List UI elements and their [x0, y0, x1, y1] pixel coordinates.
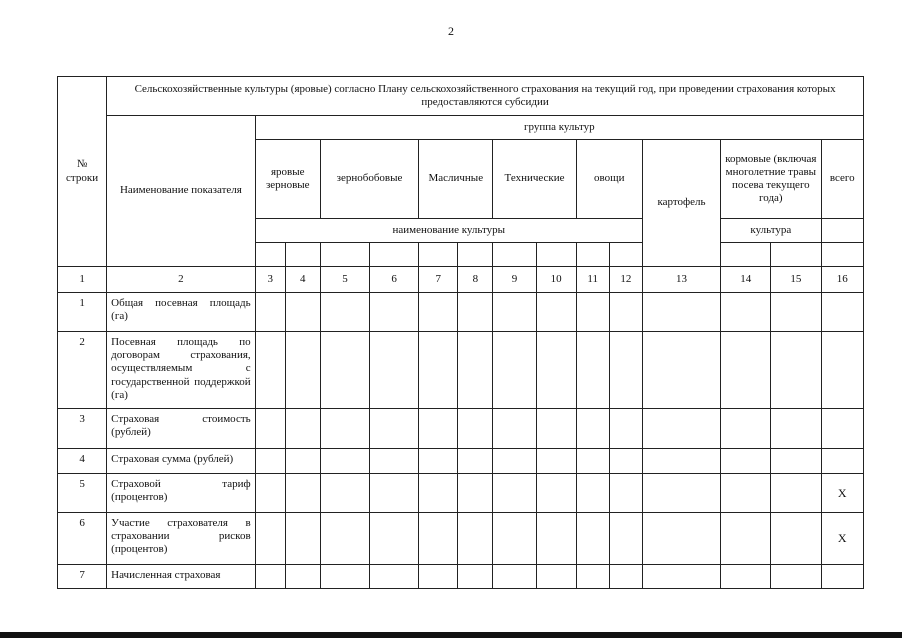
column-number: 5 — [320, 267, 369, 293]
crop-header: культура — [721, 219, 821, 243]
group-oilseeds: Масличные — [419, 140, 493, 219]
empty-cell — [576, 243, 609, 267]
input-cell[interactable] — [255, 513, 285, 565]
input-cell[interactable] — [642, 332, 720, 409]
row-number-header: № строки — [58, 77, 107, 267]
column-number: 12 — [609, 267, 642, 293]
column-number: 7 — [419, 267, 458, 293]
input-cell[interactable] — [419, 474, 458, 513]
column-number: 14 — [721, 267, 771, 293]
input-cell[interactable] — [721, 513, 771, 565]
input-cell[interactable] — [721, 293, 771, 332]
input-cell[interactable] — [576, 449, 609, 474]
input-cell[interactable] — [320, 474, 369, 513]
input-cell[interactable] — [536, 474, 576, 513]
column-number: 9 — [493, 267, 536, 293]
empty-cell — [493, 243, 536, 267]
column-number: 6 — [370, 267, 419, 293]
input-cell[interactable] — [576, 293, 609, 332]
crops-title-header: Сельскохозяйственные культуры (яровые) согласно Плану сельскохозяйственного страхования на текущий год, при проведении страхования которых предоставляются субсидии — [107, 77, 864, 116]
input-cell[interactable] — [320, 513, 369, 565]
empty-cell — [609, 243, 642, 267]
input-cell[interactable] — [642, 513, 720, 565]
input-cell[interactable] — [370, 565, 419, 589]
input-cell[interactable] — [285, 293, 320, 332]
input-cell[interactable] — [255, 449, 285, 474]
row-number: 2 — [58, 332, 107, 409]
scan-bottom-edge — [0, 632, 902, 638]
input-cell[interactable] — [536, 449, 576, 474]
input-cell[interactable] — [458, 332, 493, 409]
input-cell[interactable] — [771, 293, 821, 332]
input-cell[interactable] — [576, 565, 609, 589]
input-cell[interactable] — [419, 449, 458, 474]
empty-cell — [370, 243, 419, 267]
input-cell[interactable] — [609, 474, 642, 513]
input-cell[interactable] — [493, 513, 536, 565]
total-cell[interactable] — [821, 409, 864, 449]
input-cell[interactable] — [255, 474, 285, 513]
column-number: 2 — [107, 267, 256, 293]
input-cell[interactable] — [609, 565, 642, 589]
empty-cell — [821, 243, 864, 267]
indicator-name-header: Наименование показателя — [107, 116, 256, 267]
input-cell[interactable] — [609, 293, 642, 332]
input-cell[interactable] — [419, 409, 458, 449]
input-cell[interactable] — [609, 332, 642, 409]
input-cell[interactable] — [642, 449, 720, 474]
input-cell[interactable] — [493, 409, 536, 449]
input-cell[interactable] — [370, 293, 419, 332]
input-cell[interactable] — [771, 409, 821, 449]
group-vegetables: овощи — [576, 140, 642, 219]
table-row — [58, 565, 864, 589]
indicator-name: Страховой тариф (процентов) — [107, 474, 256, 513]
input-cell[interactable] — [771, 474, 821, 513]
input-cell[interactable] — [255, 332, 285, 409]
group-technical: Технические — [493, 140, 576, 219]
row-number: 5 — [58, 474, 107, 513]
total-cell[interactable] — [821, 565, 864, 589]
input-cell[interactable] — [493, 293, 536, 332]
row-number: 6 — [58, 513, 107, 565]
table-row — [58, 513, 864, 565]
input-cell[interactable] — [771, 449, 821, 474]
empty-cell — [419, 243, 458, 267]
input-cell[interactable] — [642, 293, 720, 332]
page-number: 2 — [448, 24, 454, 38]
input-cell[interactable] — [609, 513, 642, 565]
empty-cell — [458, 243, 493, 267]
subsidy-form-table — [57, 76, 864, 589]
column-number: 4 — [285, 267, 320, 293]
input-cell[interactable] — [536, 409, 576, 449]
input-cell[interactable] — [285, 513, 320, 565]
group-total: всего — [821, 140, 864, 219]
input-cell[interactable] — [419, 293, 458, 332]
input-cell[interactable] — [458, 565, 493, 589]
input-cell[interactable] — [609, 449, 642, 474]
table-row — [58, 409, 864, 449]
input-cell[interactable] — [536, 332, 576, 409]
input-cell[interactable] — [285, 565, 320, 589]
input-cell[interactable] — [576, 409, 609, 449]
input-cell[interactable] — [285, 332, 320, 409]
indicator-name: Страховая стоимость (рублей) — [107, 409, 256, 449]
empty-cell — [721, 243, 771, 267]
input-cell[interactable] — [642, 565, 720, 589]
column-numbers-row — [58, 267, 864, 293]
table-row — [58, 474, 864, 513]
column-number: 15 — [771, 267, 821, 293]
total-cell[interactable] — [821, 332, 864, 409]
input-cell[interactable] — [255, 293, 285, 332]
input-cell[interactable] — [255, 409, 285, 449]
total-cell: X — [821, 513, 864, 565]
group-legumes: зернобобовые — [320, 140, 418, 219]
input-cell[interactable] — [370, 332, 419, 409]
input-cell[interactable] — [458, 409, 493, 449]
column-number: 11 — [576, 267, 609, 293]
column-number: 10 — [536, 267, 576, 293]
input-cell[interactable] — [285, 474, 320, 513]
row-number: 3 — [58, 409, 107, 449]
indicator-name: Страховая сумма (рублей) — [107, 449, 256, 474]
crop-group-header: группа культур — [255, 116, 863, 140]
input-cell[interactable] — [370, 474, 419, 513]
empty-cell — [821, 219, 864, 243]
column-number: 16 — [821, 267, 864, 293]
input-cell[interactable] — [419, 332, 458, 409]
indicator-name: Начисленная страховая — [107, 565, 256, 589]
group-potato: картофель — [642, 140, 720, 267]
input-cell[interactable] — [458, 293, 493, 332]
input-cell[interactable] — [493, 565, 536, 589]
row-number: 7 — [58, 565, 107, 589]
input-cell[interactable] — [493, 474, 536, 513]
input-cell[interactable] — [458, 474, 493, 513]
input-cell[interactable] — [721, 474, 771, 513]
input-cell[interactable] — [721, 409, 771, 449]
empty-cell — [285, 243, 320, 267]
input-cell[interactable] — [642, 409, 720, 449]
table-row — [58, 449, 864, 474]
input-cell[interactable] — [536, 293, 576, 332]
row-number: 1 — [58, 293, 107, 332]
input-cell[interactable] — [458, 449, 493, 474]
input-cell[interactable] — [255, 565, 285, 589]
indicator-name: Общая посевная площадь (га) — [107, 293, 256, 332]
input-cell[interactable] — [721, 332, 771, 409]
input-cell[interactable] — [576, 513, 609, 565]
table-row — [58, 332, 864, 409]
input-cell[interactable] — [370, 409, 419, 449]
empty-cell — [320, 243, 369, 267]
input-cell[interactable] — [320, 409, 369, 449]
row-number: 4 — [58, 449, 107, 474]
input-cell[interactable] — [536, 513, 576, 565]
group-fodder: кормовые (включая многолетние травы посева текущего года) — [721, 140, 821, 219]
empty-cell — [255, 243, 285, 267]
table-row — [58, 293, 864, 332]
input-cell[interactable] — [771, 565, 821, 589]
indicator-name: Участие страхователя в страховании рисков (процентов) — [107, 513, 256, 565]
input-cell[interactable] — [320, 293, 369, 332]
input-cell[interactable] — [285, 409, 320, 449]
column-number: 3 — [255, 267, 285, 293]
total-cell: X — [821, 474, 864, 513]
input-cell[interactable] — [320, 565, 369, 589]
input-cell[interactable] — [320, 332, 369, 409]
input-cell[interactable] — [576, 474, 609, 513]
input-cell[interactable] — [536, 565, 576, 589]
column-number: 13 — [642, 267, 720, 293]
input-cell[interactable] — [721, 449, 771, 474]
input-cell[interactable] — [370, 513, 419, 565]
column-number: 1 — [58, 267, 107, 293]
input-cell[interactable] — [285, 449, 320, 474]
input-cell[interactable] — [576, 332, 609, 409]
input-cell[interactable] — [642, 474, 720, 513]
input-cell[interactable] — [493, 332, 536, 409]
group-spring-grain: яровые зерновые — [255, 140, 320, 219]
crop-name-header: наименование культуры — [255, 219, 642, 243]
input-cell[interactable] — [320, 449, 369, 474]
input-cell[interactable] — [493, 449, 536, 474]
input-cell[interactable] — [721, 565, 771, 589]
input-cell[interactable] — [419, 513, 458, 565]
total-cell[interactable] — [821, 449, 864, 474]
empty-cell — [771, 243, 821, 267]
total-cell[interactable] — [821, 293, 864, 332]
input-cell[interactable] — [370, 449, 419, 474]
indicator-name: Посевная площадь по договорам страхования, осуществляемым с государственной поддержкой (га) — [107, 332, 256, 409]
input-cell[interactable] — [771, 513, 821, 565]
input-cell[interactable] — [419, 565, 458, 589]
input-cell[interactable] — [458, 513, 493, 565]
empty-cell — [536, 243, 576, 267]
input-cell[interactable] — [609, 409, 642, 449]
column-number: 8 — [458, 267, 493, 293]
input-cell[interactable] — [771, 332, 821, 409]
